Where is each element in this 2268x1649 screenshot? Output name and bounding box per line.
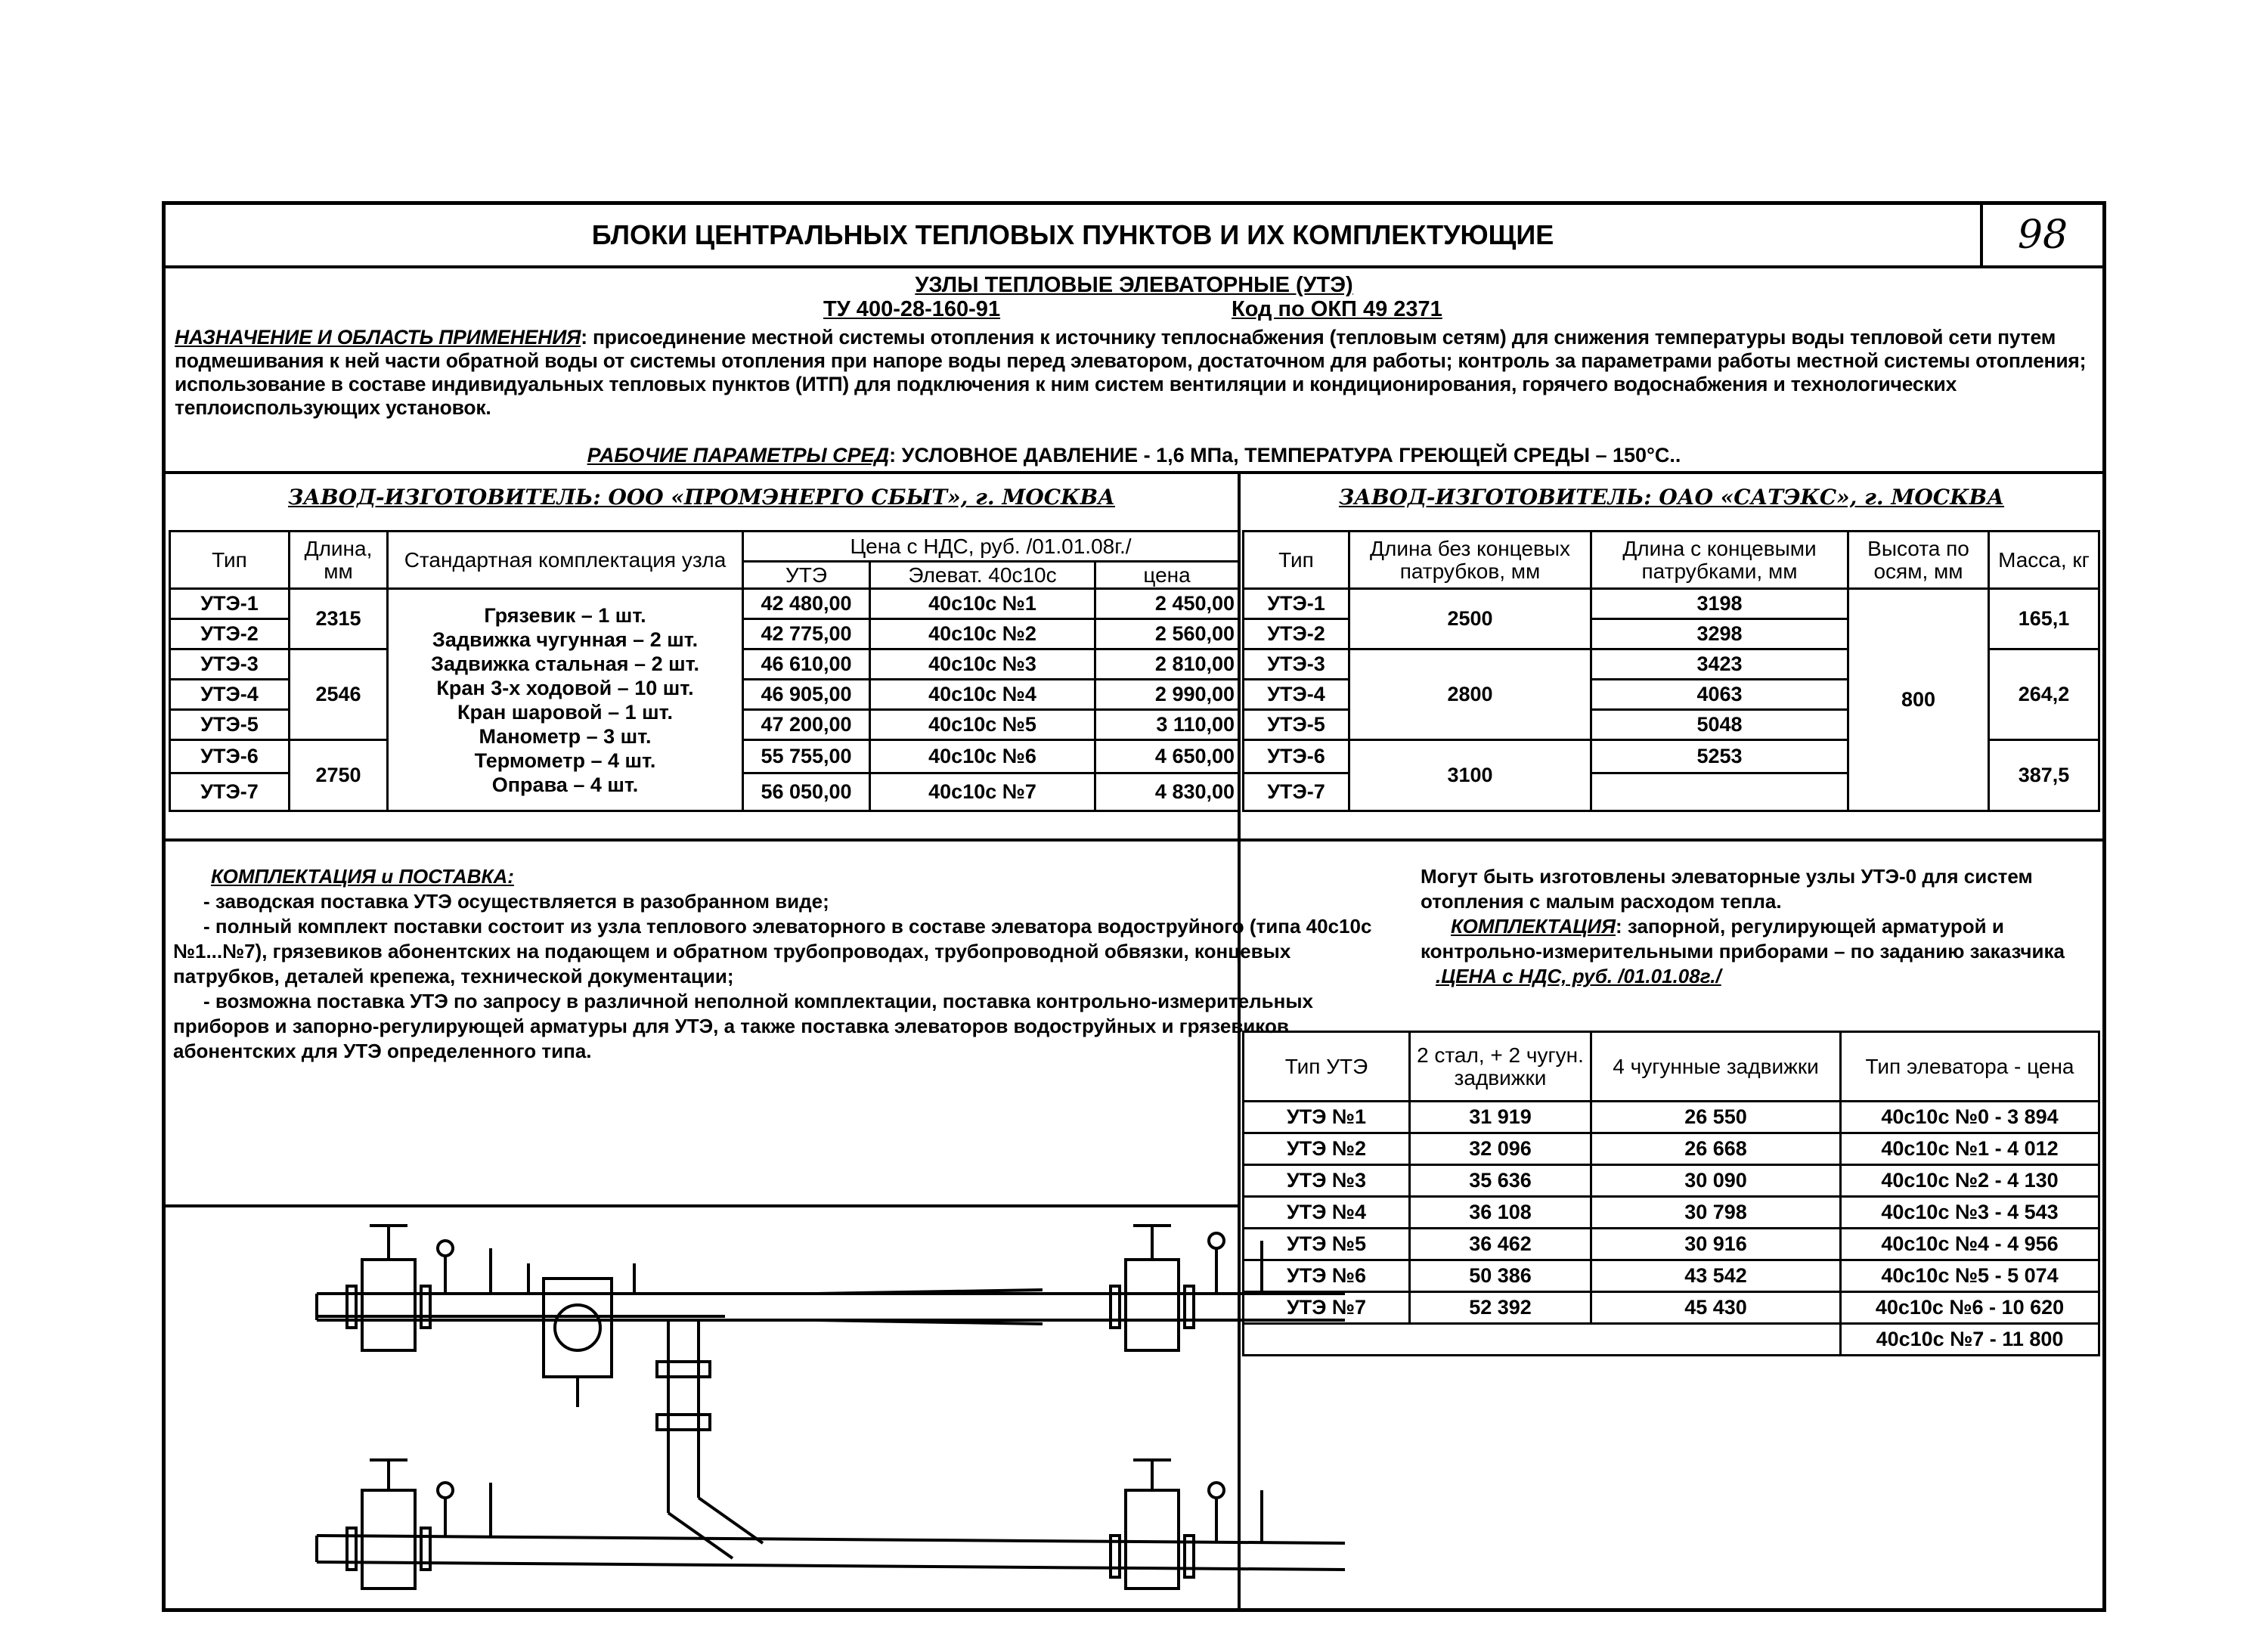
col-type: Тип УТЭ bbox=[1244, 1032, 1410, 1102]
table-cell: 47 200,00 bbox=[743, 710, 870, 740]
kit-line: Оправа – 4 шт. bbox=[491, 773, 639, 796]
col-length: Длина, мм bbox=[290, 532, 388, 589]
table-cell: 2 450,00 bbox=[1095, 589, 1239, 619]
table-cell: 35 636 bbox=[1410, 1165, 1591, 1197]
table-cell: 46 610,00 bbox=[743, 649, 870, 680]
col-elevator: Тип элеватора - цена bbox=[1841, 1032, 2099, 1102]
price-title: .ЦЕНА с НДС, руб. /01.01.08г./ bbox=[1436, 965, 1721, 987]
left-table bbox=[169, 530, 1240, 812]
left-manufacturer: ЗАВОД-ИЗГОТОВИТЕЛЬ: ООО «ПРОМЭНЕРГО СБЫТ», г. МОСКВА bbox=[288, 485, 1115, 510]
ute0-lead: КОМПЛЕКТАЦИЯ bbox=[1451, 915, 1616, 938]
table-cell: 5048 bbox=[1591, 710, 1848, 740]
komplektacia-line: - полный комплект поставки состоит из узла теплового элеваторного в составе элеватора водоструйного (типа 40с10с №1...№7), грязевиков абонентских на подающем и обратном трубопроводах, трубопроводной обвязки, концевых патрубков, деталей крепежа, технической документации; bbox=[173, 915, 1372, 987]
table-cell: УТЭ №2 bbox=[1244, 1133, 1410, 1165]
ute0-block bbox=[1421, 864, 2093, 989]
table-cell: 40с10с №3 bbox=[870, 649, 1095, 680]
table-cell: 36 108 bbox=[1410, 1197, 1591, 1229]
table-cell: 3198 bbox=[1591, 589, 1848, 619]
table-cell: 43 542 bbox=[1591, 1260, 1841, 1292]
ute0-komp-text: : запорной, регулирующей арматурой и контрольно-измерительными приборами – по заданию заказчика bbox=[1421, 915, 2065, 962]
table-cell: УТЭ-5 bbox=[170, 710, 290, 740]
table-cell: УТЭ №5 bbox=[1244, 1229, 1410, 1260]
table-cell: 56 050,00 bbox=[743, 773, 870, 811]
table-cell: 3100 bbox=[1349, 740, 1591, 811]
table-cell: 387,5 bbox=[1989, 740, 2099, 811]
table-cell: УТЭ-3 bbox=[1244, 649, 1349, 680]
table-cell: 264,2 bbox=[1989, 649, 2099, 740]
kit-line: Задвижка стальная – 2 шт. bbox=[431, 652, 699, 675]
table-cell: 40с10с №2 bbox=[870, 619, 1095, 649]
kit-line: Кран шаровой – 1 шт. bbox=[457, 700, 674, 724]
table-cell: УТЭ-2 bbox=[1244, 619, 1349, 649]
ute0-text: Могут быть изготовлены элеваторные узлы УТЭ-0 для систем отопления с малым расходом тепла. bbox=[1421, 865, 2033, 913]
table-cell: 30 916 bbox=[1591, 1229, 1841, 1260]
divider bbox=[166, 838, 2102, 842]
table-cell: УТЭ №3 bbox=[1244, 1165, 1410, 1197]
work-params bbox=[166, 444, 2102, 467]
table-cell: 2800 bbox=[1349, 649, 1591, 740]
table-cell: 40с10с №6 - 10 620 bbox=[1841, 1292, 2099, 1324]
col-elevator: Элеват. 40с10с bbox=[870, 562, 1095, 589]
col-kit: Стандартная комплектация узла bbox=[388, 532, 743, 589]
table-cell: УТЭ-1 bbox=[1244, 589, 1349, 619]
table-cell: 40с10с №2 - 4 130 bbox=[1841, 1165, 2099, 1197]
divider bbox=[166, 471, 2102, 474]
col-mass: Масса, кг bbox=[1989, 532, 2099, 589]
intro-lead: НАЗНАЧЕНИЕ И ОБЛАСТЬ ПРИМЕНЕНИЯ bbox=[175, 326, 581, 349]
table-cell: 55 755,00 bbox=[743, 740, 870, 773]
table-cell: 4063 bbox=[1591, 680, 1848, 710]
table-cell: 4 830,00 bbox=[1095, 773, 1239, 811]
table-cell: УТЭ №4 bbox=[1244, 1197, 1410, 1229]
table-cell: 40с10с №6 bbox=[870, 740, 1095, 773]
table-cell: 31 919 bbox=[1410, 1102, 1591, 1133]
table-cell: 800 bbox=[1848, 589, 1989, 811]
kit-line: Манометр – 3 шт. bbox=[479, 724, 652, 748]
params-lead: РАБОЧИЕ ПАРАМЕТРЫ СРЕД bbox=[587, 444, 890, 466]
col-price-group: Цена с НДС, руб. /01.01.08г./ bbox=[743, 532, 1239, 562]
komplektacia-line: - возможна поставка УТЭ по запросу в различной неполной комплектации, поставка контрольно-измерительных приборов и запорно-регулирующей арматуры для УТЭ, а также поставка элеваторов водоструйных и грязевиков абонентских для УТЭ определенного типа. bbox=[173, 990, 1313, 1062]
okp-code: Код по ОКП 49 2371 bbox=[1232, 297, 1442, 321]
table-cell: 40с10с №7 bbox=[870, 773, 1095, 811]
page-title: БЛОКИ ЦЕНТРАЛЬНЫХ ТЕПЛОВЫХ ПУНКТОВ И ИХ КОМПЛЕКТУЮЩИЕ bbox=[591, 219, 1554, 250]
table-cell: 40с10с №5 bbox=[870, 710, 1095, 740]
divider bbox=[166, 1204, 1238, 1207]
kit-list bbox=[388, 589, 743, 811]
table-cell: 40с10с №1 bbox=[870, 589, 1095, 619]
kit-line: Задвижка чугунная – 2 шт. bbox=[432, 628, 699, 651]
table-cell: 46 905,00 bbox=[743, 680, 870, 710]
komplektacia-block bbox=[173, 864, 1387, 1064]
table-cell: 4 650,00 bbox=[1095, 740, 1239, 773]
intro-text: : присоединение местной системы отопления к источнику теплоснабжения (тепловым сетям) для снижения температуры воды тепловой сети путем подмешивания к ней части обратной воды от системы отопления при напоре воды перед элеватором, достаточном для работы; контроль за параметрами работы местной системы отопления; использование в составе индивидуальных тепловых пунктов (ИТП) для подключения к ним систем вентиляции и кондиционирования, горячего водоснабжения и технологических теплоиспользующих установок. bbox=[175, 326, 2087, 419]
table-cell: УТЭ-2 bbox=[170, 619, 290, 649]
table-cell: 2 810,00 bbox=[1095, 649, 1239, 680]
table-cell: УТЭ №7 bbox=[1244, 1292, 1410, 1324]
table-cell: 165,1 bbox=[1989, 589, 2099, 649]
table-cell: УТЭ-1 bbox=[170, 589, 290, 619]
table-cell: 40с10с №4 - 4 956 bbox=[1841, 1229, 2099, 1260]
table-cell: 42 480,00 bbox=[743, 589, 870, 619]
table-cell: УТЭ-6 bbox=[1244, 740, 1349, 773]
table-cell: 30 798 bbox=[1591, 1197, 1841, 1229]
col-height: Высота по осям, мм bbox=[1848, 532, 1989, 589]
table-cell: 26 668 bbox=[1591, 1133, 1841, 1165]
elevator-unit-drawing bbox=[287, 1218, 1421, 1611]
section-title: УЗЛЫ ТЕПЛОВЫЕ ЭЛЕВАТОРНЫЕ (УТЭ) bbox=[915, 273, 1353, 297]
params-text: : УСЛОВНОЕ ДАВЛЕНИЕ - 1,6 МПа, ТЕМПЕРАТУРА ГРЕЮЩЕЙ СРЕДЫ – 150°С.. bbox=[889, 444, 1681, 466]
table-cell: УТЭ №6 bbox=[1244, 1260, 1410, 1292]
table-cell: 45 430 bbox=[1591, 1292, 1841, 1324]
table-cell: 2500 bbox=[1349, 589, 1591, 649]
table-cell: 40с10с №3 - 4 543 bbox=[1841, 1197, 2099, 1229]
intro-paragraph bbox=[175, 326, 2099, 420]
col-type: Тип bbox=[170, 532, 290, 589]
table-cell: 40с10с №0 - 3 894 bbox=[1841, 1102, 2099, 1133]
table-cell: 32 096 bbox=[1410, 1133, 1591, 1165]
table-cell: 3423 bbox=[1591, 649, 1848, 680]
table-cell: 50 386 bbox=[1410, 1260, 1591, 1292]
table-cell: 40с10с №1 - 4 012 bbox=[1841, 1133, 2099, 1165]
table-cell: 5253 bbox=[1591, 740, 1848, 773]
table-cell: 2 560,00 bbox=[1095, 619, 1239, 649]
col-price-ute: УТЭ bbox=[743, 562, 870, 589]
table-cell: 2546 bbox=[290, 649, 388, 740]
kit-line: Грязевик – 1 шт. bbox=[484, 603, 646, 627]
table-cell: УТЭ-6 bbox=[170, 740, 290, 773]
komplektacia-line: - заводская поставка УТЭ осуществляется в разобранном виде; bbox=[203, 890, 829, 913]
col-price: цена bbox=[1095, 562, 1239, 589]
table-cell: 2 990,00 bbox=[1095, 680, 1239, 710]
table-cell: УТЭ-5 bbox=[1244, 710, 1349, 740]
komplektacia-title: КОМПЛЕКТАЦИЯ и ПОСТАВКА: bbox=[211, 865, 514, 888]
page-frame bbox=[162, 201, 2106, 1612]
table-cell: УТЭ №1 bbox=[1244, 1102, 1410, 1133]
table-cell: 2315 bbox=[290, 589, 388, 649]
table-cell: УТЭ-7 bbox=[170, 773, 290, 811]
table-cell: УТЭ-4 bbox=[1244, 680, 1349, 710]
table-cell: УТЭ-4 bbox=[170, 680, 290, 710]
right-table bbox=[1242, 530, 2100, 812]
table-cell: 2750 bbox=[290, 740, 388, 811]
table-cell: УТЭ-7 bbox=[1244, 773, 1349, 811]
table-cell: 3298 bbox=[1591, 619, 1848, 649]
page-header bbox=[166, 205, 2102, 268]
kit-line: Термометр – 4 шт. bbox=[474, 749, 656, 772]
table-cell: УТЭ-3 bbox=[170, 649, 290, 680]
table-cell: 40с10с №7 - 11 800 bbox=[1841, 1324, 2099, 1356]
right-manufacturer: ЗАВОД-ИЗГОТОВИТЕЛЬ: ОАО «САТЭКС», г. МОСКВА bbox=[1338, 485, 2005, 510]
table-cell: 26 550 bbox=[1591, 1102, 1841, 1133]
col-type: Тип bbox=[1244, 532, 1349, 589]
table-cell: 30 090 bbox=[1591, 1165, 1841, 1197]
col-steel: 2 стал, + 2 чугун. задвижки bbox=[1410, 1032, 1591, 1102]
tu-code: ТУ 400-28-160-91 bbox=[823, 297, 1001, 321]
col-len-without: Длина без концевых патрубков, мм bbox=[1349, 532, 1591, 589]
table-cell: 36 462 bbox=[1410, 1229, 1591, 1260]
table-cell: 42 775,00 bbox=[743, 619, 870, 649]
table-cell: 40с10с №5 - 5 074 bbox=[1841, 1260, 2099, 1292]
table-cell: 3 110,00 bbox=[1095, 710, 1239, 740]
kit-line: Кран 3-х ходовой – 10 шт. bbox=[436, 676, 694, 699]
col-cast: 4 чугунные задвижки bbox=[1591, 1032, 1841, 1102]
table-cell: 52 392 bbox=[1410, 1292, 1591, 1324]
table-cell bbox=[1591, 773, 1848, 811]
table-cell: 40с10с №4 bbox=[870, 680, 1095, 710]
col-len-with: Длина с концевыми патрубками, мм bbox=[1591, 532, 1848, 589]
page-number: 98 bbox=[1980, 205, 2102, 265]
